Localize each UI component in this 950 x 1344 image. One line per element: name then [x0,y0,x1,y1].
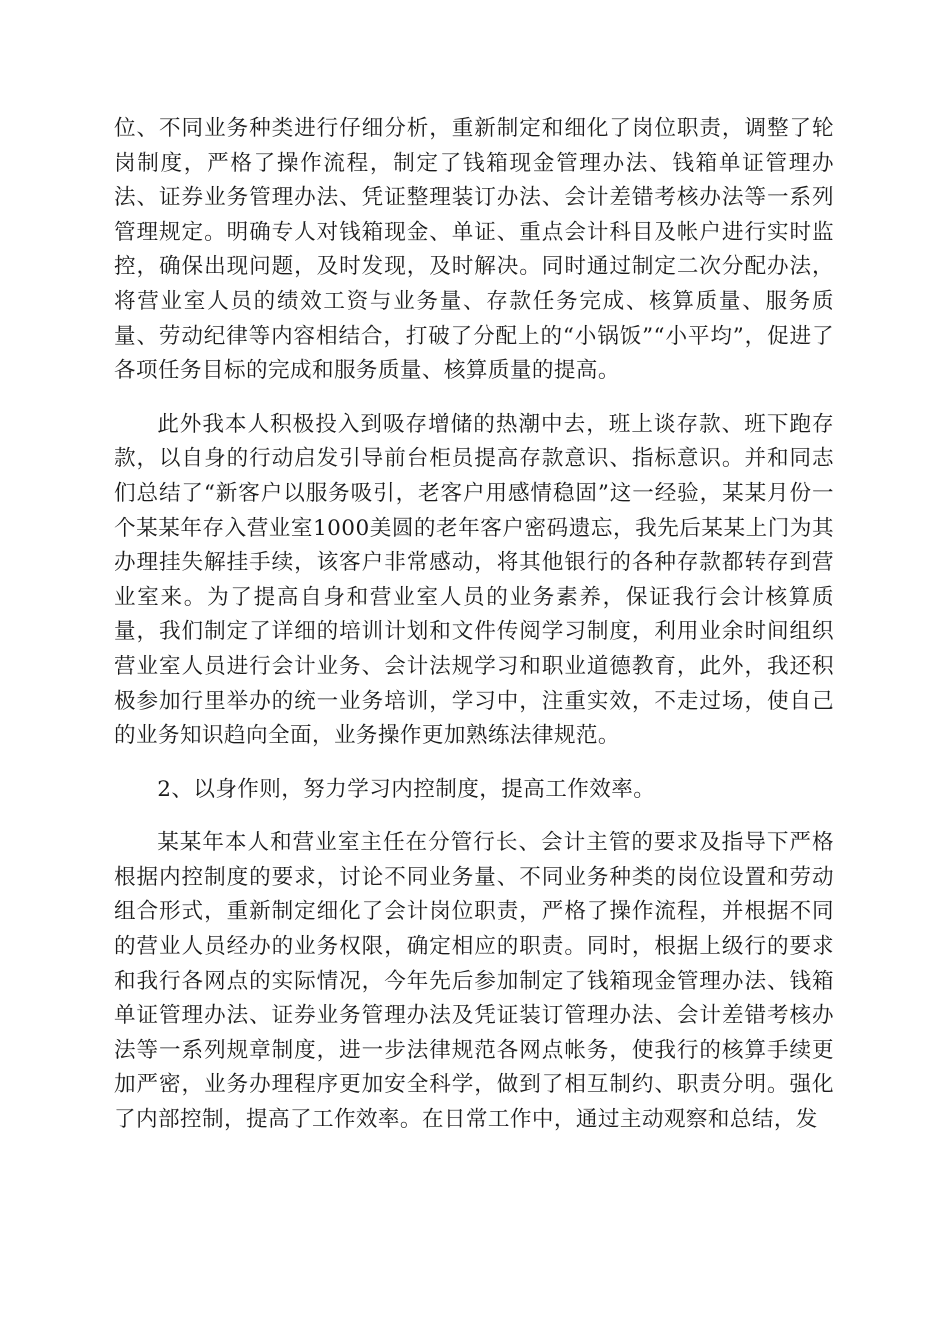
document-body [114,112,834,1157]
section-heading-internal-control: 2、以身作则，努力学习内控制度，提高工作效率。 [157,776,656,802]
paragraph-deposit-efforts: 此外我本人积极投入到吸存增储的热潮中去，班上谈存款、班下跑存款，以自身的行动启发引导前台柜员提高存款意识、指标意识。并和同志们总结了“新客户以服务吸引，老客户用感情稳固”这一经验，某某月份一个某某年存入营业室1000美圆的老年客户密码遗忘，我先后某某上门为其办理挂失解挂手续，该客户非常感动，将其他银行的各种存款都转存到营业室来。为了提高自身和营业室人员的业务素养，保证我行会计核算质量，我们制定了详细的培训计划和文件传阅学习制度，利用业余时间组织营业室人员进行会计业务、会计法规学习和职业道德教育，此外，我还积极参加行里举办的统一业务培训，学习中，注重实效，不走过场，使自己的业务知识趋向全面，业务操作更加熟练法律规范。 [114,411,834,749]
paragraph-internal-control: 某某年本人和营业室主任在分管行长、会计主管的要求及指导下严格根据内控制度的要求，讨论不同业务量、不同业务种类的岗位设置和劳动组合形式，重新制定细化了会计岗位职责，严格了操作流程，并根据不同的营业人员经办的业务权限，确定相应的职责。同时，根据上级行的要求和我行各网点的实际情况，今年先后参加制定了钱箱现金管理办法、钱箱单证管理办法、证券业务管理办法及凭证装订管理办法、会计差错考核办法等一系列规章制度，进一步法律规范各网点帐务，使我行的核算手续更加严密，业务办理程序更加安全科学，做到了相互制约、职责分明。强化了内部控制，提高了工作效率。在日常工作中，通过主动观察和总结，发 [114,830,834,1133]
paragraph-continuation: 位、不同业务种类进行仔细分析，重新制定和细化了岗位职责，调整了轮岗制度，严格了操作流程，制定了钱箱现金管理办法、钱箱单证管理办法、证券业务管理办法、凭证整理装订办法、会计差错考核办法等一系列管理规定。明确专人对钱箱现金、单证、重点会计科目及帐户进行实时监控，确保出现问题，及时发现，及时解决。同时通过制定二次分配办法，将营业室人员的绩效工资与业务量、存款任务完成、核算质量、服务质量、劳动纪律等内容相结合，打破了分配上的“小锅饭”“小平均”，促进了各项任务目标的完成和服务质量、核算质量的提高。 [114,116,834,384]
